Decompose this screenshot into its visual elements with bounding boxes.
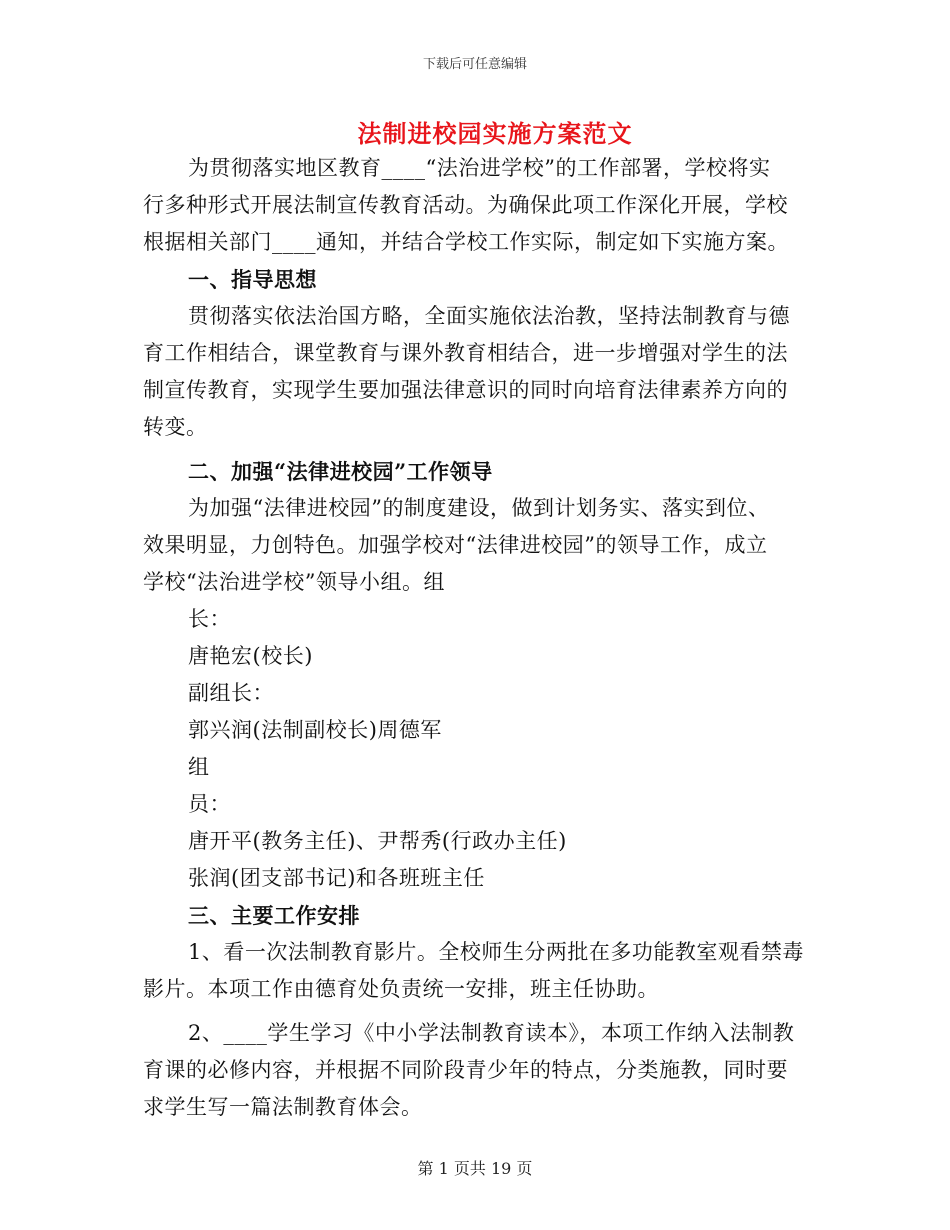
member-line: 唐开平(教务主任)、尹帮秀(行政办主任) (188, 829, 567, 853)
paragraph-line: 制宣传教育，实现学生要加强法律意识的同时向培育法律素养方向的 (143, 378, 788, 402)
page-footer: 第 1 页共 19 页 (417, 1159, 533, 1178)
paragraph-line: 2、____学生学习《中小学法制教育读本》，本项工作纳入法制教 (188, 1021, 795, 1045)
paragraph-line: 贯彻落实依法治国方略，全面实施依法治教，坚持法制教育与德 (188, 304, 790, 328)
member-line: 副组长： (188, 681, 274, 705)
member-line: 长： (188, 607, 231, 631)
paragraph-line: 为贯彻落实地区教育____“法治进学校”的工作部署，学校将实 (188, 156, 771, 180)
member-line: 张润(团支部书记)和各班班主任 (188, 866, 485, 890)
page-header: 下载后可任意编辑 (422, 57, 527, 72)
section-heading: 一、指导思想 (188, 267, 317, 292)
paragraph-line: 学校“法治进学校”领导小组。组 (143, 570, 445, 594)
paragraph-line: 根据相关部门____通知，并结合学校工作实际，制定如下实施方案。 (143, 230, 789, 254)
paragraph-line: 育工作相结合，课堂教育与课外教育相结合，进一步增强对学生的法 (143, 341, 788, 365)
paragraph-line: 效果明显，力创特色。加强学校对“法律进校园”的领导工作，成立 (143, 533, 768, 557)
paragraph-line: 转变。 (143, 415, 208, 439)
paragraph-line: 育课的必修内容，并根据不同阶段青少年的特点，分类施教，同时要 (143, 1058, 788, 1082)
member-line: 员： (188, 792, 231, 816)
member-line: 郭兴润(法制副校长)周德军 (188, 718, 442, 742)
member-line: 组 (188, 755, 210, 779)
paragraph-line: 1、看一次法制教育影片。全校师生分两批在多功能教室观看禁毒 (188, 940, 804, 964)
section-heading: 三、主要工作安排 (188, 903, 360, 928)
paragraph-line: 影片。本项工作由德育处负责统一安排，班主任协助。 (143, 977, 659, 1001)
document-body (143, 150, 813, 1126)
paragraph-line: 行多种形式开展法制宣传教育活动。为确保此项工作深化开展，学校 (143, 193, 788, 217)
section-heading: 二、加强“法律进校园”工作领导 (188, 459, 493, 484)
paragraph-line: 为加强“法律进校园”的制度建设，做到计划务实、落实到位、 (188, 496, 770, 520)
paragraph-line: 求学生写一篇法制教育体会。 (143, 1095, 423, 1119)
member-line: 唐艳宏(校长) (188, 644, 313, 668)
document-title: 法制进校园实施方案范文 (357, 119, 633, 148)
